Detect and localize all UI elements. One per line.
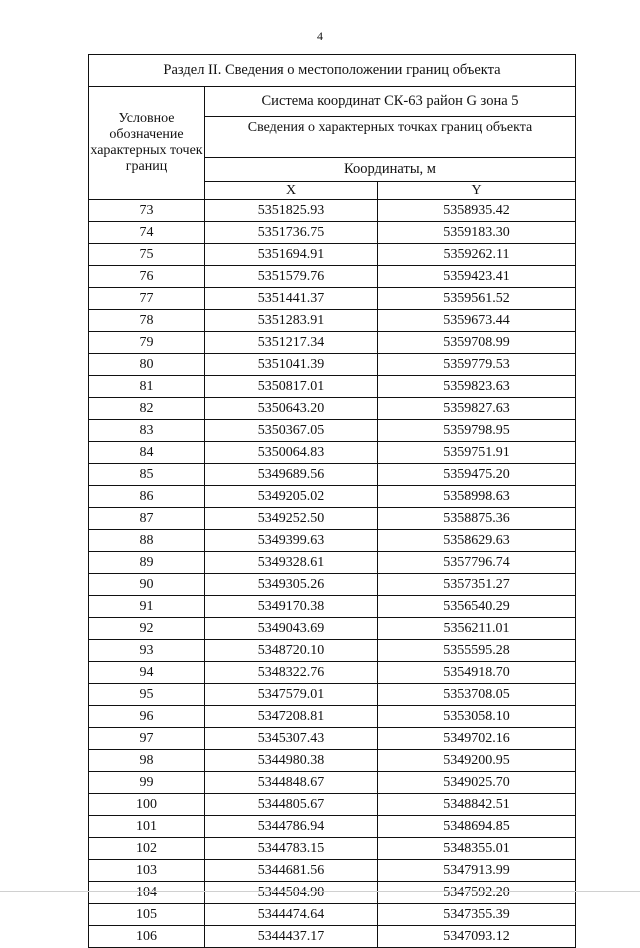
table-row (89, 926, 576, 948)
point-number-cell: 104 (89, 882, 205, 904)
x-coordinate-cell: 5344786.94 (205, 816, 378, 838)
point-number-cell: 93 (89, 640, 205, 662)
table-row (89, 266, 576, 288)
table-row (89, 574, 576, 596)
table-row (89, 332, 576, 354)
table-row (89, 530, 576, 552)
point-number-cell: 88 (89, 530, 205, 552)
y-coordinate-cell: 5357351.27 (378, 574, 576, 596)
y-coordinate-cell: 5359183.30 (378, 222, 576, 244)
x-coordinate-cell: 5344681.56 (205, 860, 378, 882)
y-coordinate-cell: 5347093.12 (378, 926, 576, 948)
x-coordinate-cell: 5348720.10 (205, 640, 378, 662)
y-coordinate-cell: 5359798.95 (378, 420, 576, 442)
x-coordinate-cell: 5349043.69 (205, 618, 378, 640)
x-coordinate-cell: 5348322.76 (205, 662, 378, 684)
y-coordinate-cell: 5359779.53 (378, 354, 576, 376)
x-coordinate-cell: 5349689.56 (205, 464, 378, 486)
point-number-cell: 106 (89, 926, 205, 948)
coordinate-system-header: Система координат СК-63 район G зона 5 (205, 87, 576, 117)
table-row (89, 882, 576, 904)
table-row (89, 398, 576, 420)
table-row (89, 728, 576, 750)
point-number-cell: 105 (89, 904, 205, 926)
point-number-cell: 87 (89, 508, 205, 530)
y-coordinate-cell: 5348694.85 (378, 816, 576, 838)
table-row (89, 860, 576, 882)
x-coordinate-cell: 5350817.01 (205, 376, 378, 398)
y-coordinate-cell: 5348842.51 (378, 794, 576, 816)
y-coordinate-cell: 5358998.63 (378, 486, 576, 508)
x-coordinate-cell: 5350643.20 (205, 398, 378, 420)
point-number-cell: 92 (89, 618, 205, 640)
point-number-cell: 98 (89, 750, 205, 772)
x-coordinate-cell: 5351736.75 (205, 222, 378, 244)
y-coordinate-cell: 5359262.11 (378, 244, 576, 266)
table-row (89, 552, 576, 574)
x-coordinate-cell: 5349170.38 (205, 596, 378, 618)
table-row (89, 596, 576, 618)
y-coordinate-cell: 5359823.63 (378, 376, 576, 398)
point-number-cell: 76 (89, 266, 205, 288)
coordinates-header: Координаты, м (205, 158, 576, 182)
y-coordinate-cell: 5358875.36 (378, 508, 576, 530)
point-number-cell: 85 (89, 464, 205, 486)
y-coordinate-cell: 5356540.29 (378, 596, 576, 618)
x-coordinate-cell: 5350064.83 (205, 442, 378, 464)
y-coordinate-cell: 5347913.99 (378, 860, 576, 882)
point-number-cell: 95 (89, 684, 205, 706)
point-number-cell: 90 (89, 574, 205, 596)
point-number-cell: 101 (89, 816, 205, 838)
x-coordinate-cell: 5344805.67 (205, 794, 378, 816)
points-info-header: Сведения о характерных точках границ объекта (205, 117, 576, 158)
point-number-cell: 83 (89, 420, 205, 442)
y-coordinate-cell: 5359423.41 (378, 266, 576, 288)
point-number-cell: 94 (89, 662, 205, 684)
table-header (89, 55, 576, 200)
point-number-cell: 100 (89, 794, 205, 816)
table-row (89, 288, 576, 310)
x-coordinate-cell: 5344504.90 (205, 882, 378, 904)
table-row (89, 508, 576, 530)
x-coordinate-cell: 5349328.61 (205, 552, 378, 574)
x-header: X (205, 182, 378, 200)
y-coordinate-cell: 5353708.05 (378, 684, 576, 706)
point-number-cell: 74 (89, 222, 205, 244)
x-coordinate-cell: 5344437.17 (205, 926, 378, 948)
x-coordinate-cell: 5347208.81 (205, 706, 378, 728)
table-row (89, 310, 576, 332)
x-coordinate-cell: 5351283.91 (205, 310, 378, 332)
y-header: Y (378, 182, 576, 200)
point-number-cell: 99 (89, 772, 205, 794)
coordinate-system-row (89, 87, 576, 117)
y-coordinate-cell: 5359827.63 (378, 398, 576, 420)
table-row (89, 662, 576, 684)
x-coordinate-cell: 5349205.02 (205, 486, 378, 508)
table-row (89, 442, 576, 464)
x-coordinate-cell: 5347579.01 (205, 684, 378, 706)
y-coordinate-cell: 5348355.01 (378, 838, 576, 860)
x-coordinate-cell: 5351441.37 (205, 288, 378, 310)
y-coordinate-cell: 5353058.10 (378, 706, 576, 728)
point-number-cell: 86 (89, 486, 205, 508)
point-number-cell: 84 (89, 442, 205, 464)
x-coordinate-cell: 5345307.43 (205, 728, 378, 750)
table-row (89, 354, 576, 376)
point-number-cell: 81 (89, 376, 205, 398)
y-coordinate-cell: 5359751.91 (378, 442, 576, 464)
point-number-cell: 79 (89, 332, 205, 354)
x-coordinate-cell: 5344980.38 (205, 750, 378, 772)
table-row (89, 794, 576, 816)
y-coordinate-cell: 5355595.28 (378, 640, 576, 662)
y-coordinate-cell: 5359561.52 (378, 288, 576, 310)
point-number-cell: 77 (89, 288, 205, 310)
y-coordinate-cell: 5347355.39 (378, 904, 576, 926)
y-coordinate-cell: 5359708.99 (378, 332, 576, 354)
section-title-row (89, 55, 576, 87)
x-coordinate-cell: 5351217.34 (205, 332, 378, 354)
table-row (89, 706, 576, 728)
table-row (89, 640, 576, 662)
table-row (89, 200, 576, 222)
y-coordinate-cell: 5349200.95 (378, 750, 576, 772)
table-row (89, 750, 576, 772)
table-row (89, 838, 576, 860)
table-row (89, 464, 576, 486)
table-row (89, 376, 576, 398)
point-number-cell: 91 (89, 596, 205, 618)
y-coordinate-cell: 5359475.20 (378, 464, 576, 486)
point-number-cell: 96 (89, 706, 205, 728)
x-coordinate-cell: 5350367.05 (205, 420, 378, 442)
y-coordinate-cell: 5349025.70 (378, 772, 576, 794)
point-label-header: Условное обозначение характерных точек границ (89, 87, 205, 200)
x-coordinate-cell: 5349305.26 (205, 574, 378, 596)
page-bottom-edge (0, 891, 640, 892)
boundary-coordinates-table (88, 54, 576, 948)
x-coordinate-cell: 5351694.91 (205, 244, 378, 266)
point-number-cell: 75 (89, 244, 205, 266)
y-coordinate-cell: 5358629.63 (378, 530, 576, 552)
x-coordinate-cell: 5351041.39 (205, 354, 378, 376)
section-title: Раздел II. Сведения о местоположении границ объекта (89, 55, 576, 87)
y-coordinate-cell: 5356211.01 (378, 618, 576, 640)
table-body (89, 200, 576, 948)
table-row (89, 420, 576, 442)
x-coordinate-cell: 5349252.50 (205, 508, 378, 530)
page-number: 4 (317, 29, 323, 43)
y-coordinate-cell: 5349702.16 (378, 728, 576, 750)
x-coordinate-cell: 5349399.63 (205, 530, 378, 552)
table-row (89, 244, 576, 266)
y-coordinate-cell: 5357796.74 (378, 552, 576, 574)
y-coordinate-cell: 5358935.42 (378, 200, 576, 222)
table-row (89, 684, 576, 706)
point-number-cell: 102 (89, 838, 205, 860)
table-row (89, 486, 576, 508)
x-coordinate-cell: 5344783.15 (205, 838, 378, 860)
table-row (89, 904, 576, 926)
point-number-cell: 82 (89, 398, 205, 420)
table-row (89, 222, 576, 244)
point-number-cell: 78 (89, 310, 205, 332)
table-row (89, 618, 576, 640)
x-coordinate-cell: 5344474.64 (205, 904, 378, 926)
x-coordinate-cell: 5344848.67 (205, 772, 378, 794)
y-coordinate-cell: 5347592.20 (378, 882, 576, 904)
y-coordinate-cell: 5354918.70 (378, 662, 576, 684)
point-number-cell: 103 (89, 860, 205, 882)
x-coordinate-cell: 5351579.76 (205, 266, 378, 288)
table-row (89, 816, 576, 838)
point-number-cell: 73 (89, 200, 205, 222)
y-coordinate-cell: 5359673.44 (378, 310, 576, 332)
point-number-cell: 80 (89, 354, 205, 376)
x-coordinate-cell: 5351825.93 (205, 200, 378, 222)
point-number-cell: 97 (89, 728, 205, 750)
point-number-cell: 89 (89, 552, 205, 574)
table-row (89, 772, 576, 794)
